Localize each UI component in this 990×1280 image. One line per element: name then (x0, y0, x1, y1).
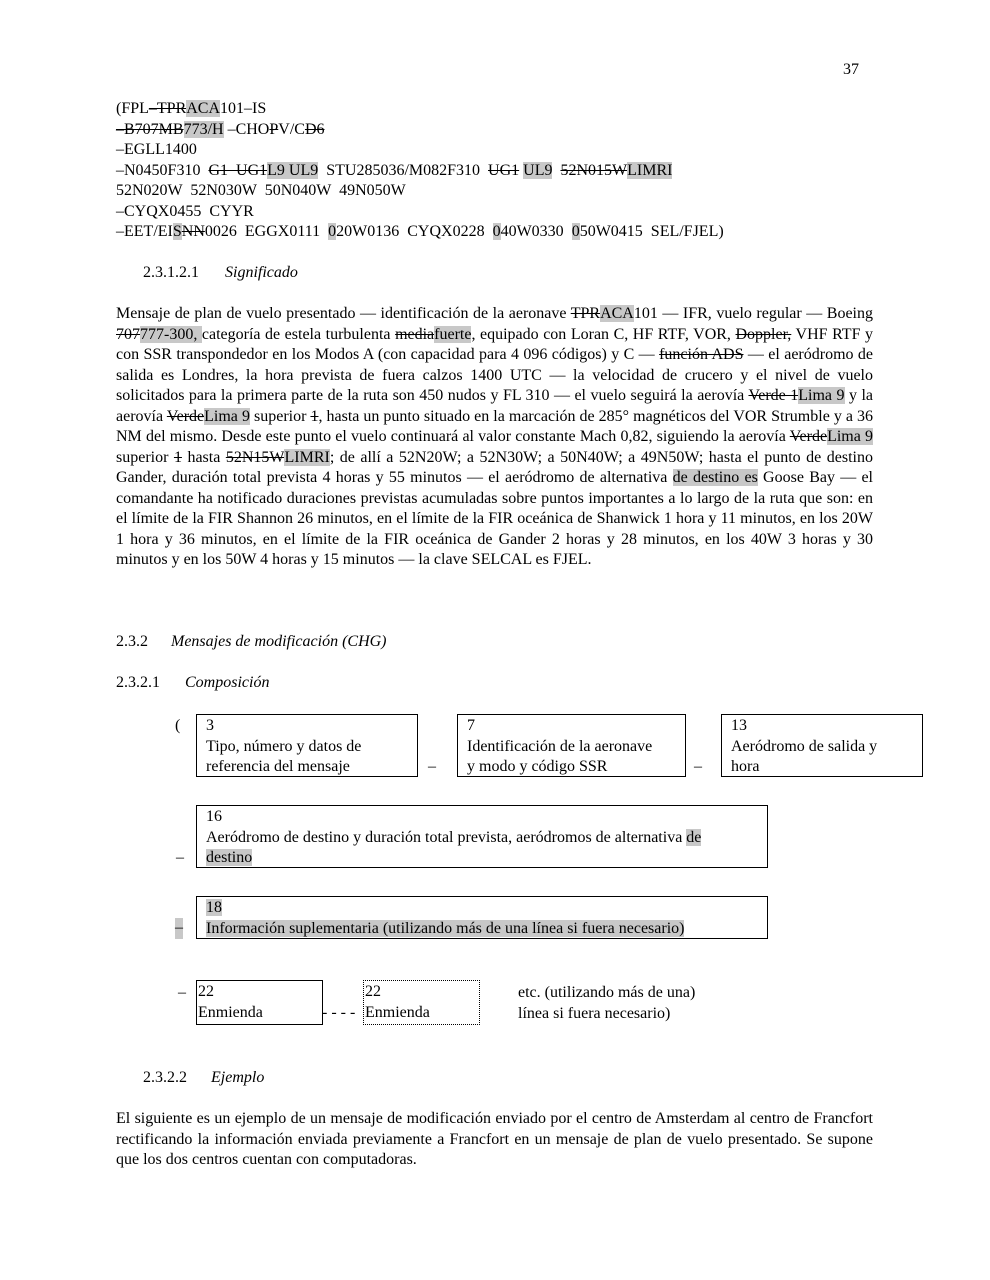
heading-2-3-1-2-1 (143, 263, 298, 284)
field-number: 13 (731, 717, 747, 734)
fpl-line-6: –CYQX0455 CYYR (116, 202, 254, 220)
inserted-text: UL9 (523, 161, 553, 179)
para-text: ; de allí a 52N20W; a 52N30W; a 50N40W; a 49N50W; hasta el punto de destino Gander, duración total prevista 4 horas y 55 minutos — el aeródromo de alternativa (116, 448, 873, 486)
etc-note (518, 983, 695, 1024)
field-label: Enmienda (365, 1003, 430, 1021)
field-label: Información suplementaria (utilizando más de una línea si fuera necesario) (206, 919, 685, 937)
para-text: y la aerovía (116, 387, 874, 425)
inserted-text: S (172, 223, 182, 240)
para-text: , equipado con Loran C, HF RTF, VOR, (471, 325, 736, 343)
inserted-text: L9 UL9 (267, 161, 319, 179)
significado-paragraph (116, 304, 873, 571)
fpl-text: –CHO (223, 120, 270, 138)
para-text: Goose Bay — el comandante ha notificado duraciones previstas acumuladas sobre puntos importantes a lo largo de la ruta que son: en el límite de la FIR Shannon 26 minutos, en el límite de la FIR oceánica de Shanwick 1 hora y 11 minutos, en los 20W 1 hora y 36 minutos, en el límite de la FIR oceánica de Gander 2 horas y 28 minutos, en los 40W 3 horas y 30 minutos y en los 50W 4 horas y 15 minutos — la clave SELCAL es FJEL. (116, 469, 874, 568)
deleted-text: –B707MB (116, 120, 184, 138)
para-text: Mensaje de plan de vuelo presentado — identificación de la aeronave (116, 305, 571, 322)
deleted-text: Verde 1 (748, 387, 799, 404)
deleted-text: función ADS (659, 346, 744, 363)
inserted-text: LIMRI (627, 161, 673, 179)
inserted-text: de (686, 828, 702, 846)
inserted-text: ACA (600, 305, 634, 322)
field-number: 22 (198, 983, 214, 1000)
fpl-text: (FPL (116, 100, 149, 117)
fpl-line-5: 52N020W 52N030W 50N040W 49N050W (116, 182, 406, 199)
open-paren: ( (175, 717, 181, 734)
field-number: 3 (206, 717, 214, 734)
field-separator: – (694, 758, 702, 775)
deleted-text: media (395, 325, 435, 343)
field-label: y modo y código SSR (467, 758, 608, 775)
field-separator: – (175, 918, 183, 939)
field-label: hora (731, 758, 760, 775)
heading-2-3-2-1 (116, 673, 269, 694)
page-number: 37 (843, 61, 859, 78)
field-separator: – (428, 758, 436, 775)
field-label: Tipo, número y datos de (206, 737, 362, 755)
fpl-text: –EET/EI (116, 223, 173, 240)
heading-number: 2.3.2 (116, 633, 148, 650)
field-label: referencia del mensaje (206, 758, 350, 775)
inserted-text: fuerte (434, 325, 472, 343)
deleted-text: 52N015W (560, 161, 628, 179)
field-number: 18 (206, 899, 222, 916)
field-box-3 (196, 714, 418, 777)
fpl-text: 50W0415 SEL/FJEL) (579, 223, 724, 240)
inserted-text: Lima 9 (204, 407, 250, 425)
para-text: 101 — IFR, vuelo regular — Boeing (633, 305, 874, 322)
deleted-text: Verde (166, 407, 205, 425)
deleted-text: Verde (789, 428, 828, 445)
field-box-18 (196, 896, 768, 939)
fpl-line-7 (116, 222, 876, 243)
field-label: Aeródromo de salida y (731, 737, 878, 755)
field-label (206, 828, 758, 849)
deleted-text: NN (181, 223, 205, 240)
field-box-16 (196, 805, 768, 868)
inserted-text: Lima 9 (798, 387, 845, 404)
field-label-text: Aeródromo de destino y duración total prevista, aeródromos de alternativa (206, 828, 687, 846)
para-text: hasta (181, 448, 226, 466)
deleted-text: P (269, 120, 279, 138)
heading-2-3-2 (116, 632, 387, 653)
inserted-text: 773/H (183, 120, 224, 138)
fpl-text: 0026 EGGX0111 (204, 223, 329, 240)
deleted-text: 1 (310, 407, 319, 425)
repeat-separator: - - - - (322, 1004, 356, 1021)
deleted-text: 1 (173, 448, 182, 466)
deleted-text: Doppler, (735, 325, 792, 343)
field-label: Enmienda (198, 1003, 263, 1021)
inserted-text: ACA (186, 100, 221, 117)
para-text: — el aeródromo de salida es Londres, la hora prevista de fuera calzos 1400 UTC — la velocidad de crucero y el nivel de vuelo solicitados para la primera parte de la ruta son 450 nudos y FL 310 — el vuelo seguirá la aerovía (116, 346, 874, 404)
inserted-text: 0 (328, 223, 337, 240)
fpl-line-3: –EGLL1400 (116, 141, 197, 158)
fpl-text: 101–IS (220, 100, 267, 117)
inserted-text: destino (206, 849, 253, 866)
fpl-line-1 (116, 99, 876, 120)
heading-title: Significado (225, 264, 298, 281)
field-box-22-repeat (363, 980, 480, 1025)
deleted-text: G1 UG1 (208, 161, 268, 179)
field-box-22 (196, 980, 323, 1025)
ejemplo-paragraph: El siguiente es un ejemplo de un mensaje de modificación enviado por el centro de Amsterdam al centro de Francfort rectificando la información enviada previamente a Francfort en un mensaje de plan de vuelo presentado. Se supone que los dos centros cuentan con computadoras. (116, 1110, 873, 1168)
inserted-text: LIMRI (284, 448, 330, 466)
inserted-text: Lima 9 (827, 428, 874, 445)
field-box-7 (457, 714, 686, 777)
fpl-text: V/C (278, 120, 305, 138)
fpl-text: –N0450F310 (116, 161, 209, 179)
heading-number: 2.3.2.2 (143, 1069, 187, 1086)
deleted-text: D6 (304, 120, 325, 138)
inserted-text: 0 (492, 223, 501, 240)
fpl-message (116, 99, 876, 243)
fpl-text: 20W0136 CYQX0228 (336, 223, 493, 240)
etc-note-line: línea si fuera necesario) (518, 1004, 671, 1022)
field-separator: – (178, 984, 186, 1001)
field-number: 22 (365, 983, 381, 1000)
heading-title: Ejemplo (211, 1069, 265, 1086)
deleted-text: 707 (116, 325, 140, 343)
inserted-text: 777-300, (140, 325, 202, 343)
inserted-text: 0 (571, 223, 580, 240)
para-text: superior (249, 407, 311, 425)
deleted-text: 52N15W (225, 448, 285, 466)
heading-number: 2.3.1.2.1 (143, 264, 199, 281)
field-number: 7 (467, 717, 475, 734)
para-text: superior (116, 448, 174, 466)
heading-number: 2.3.2.1 (116, 674, 160, 691)
para-text: categoría de estela turbulenta (201, 325, 396, 343)
fpl-line-4 (116, 161, 876, 182)
deleted-text: TPR (570, 305, 601, 322)
fpl-text: 40W0330 (500, 223, 572, 240)
inserted-text: de destino es (672, 469, 758, 486)
heading-2-3-2-2 (143, 1068, 264, 1089)
etc-note-line: etc. (utilizando más de una) (518, 984, 696, 1001)
field-separator: – (176, 849, 184, 866)
field-number: 16 (206, 808, 222, 825)
para-text: VHF RTF y con SSR transpondedor en los Modos A (con capacidad para 4 096 códigos) y C — (116, 325, 874, 363)
fpl-text: STU285036/M082F310 (318, 161, 489, 179)
fpl-line-2 (116, 120, 876, 141)
para-text: , hasta un punto situado en la marcación de 285° magnéticos del VOR Strumble y a 36 NM del mismo. Desde este punto el vuelo continuará al valor constante Mach 0,82, siguiendo la aerovía (116, 407, 873, 445)
deleted-text: –TPR (148, 100, 187, 117)
deleted-text: UG1 (488, 161, 520, 179)
heading-title: Composición (185, 674, 270, 691)
field-box-13 (721, 714, 923, 777)
heading-title: Mensajes de modificación (CHG) (171, 633, 387, 650)
field-label: Identificación de la aeronave (467, 737, 653, 755)
